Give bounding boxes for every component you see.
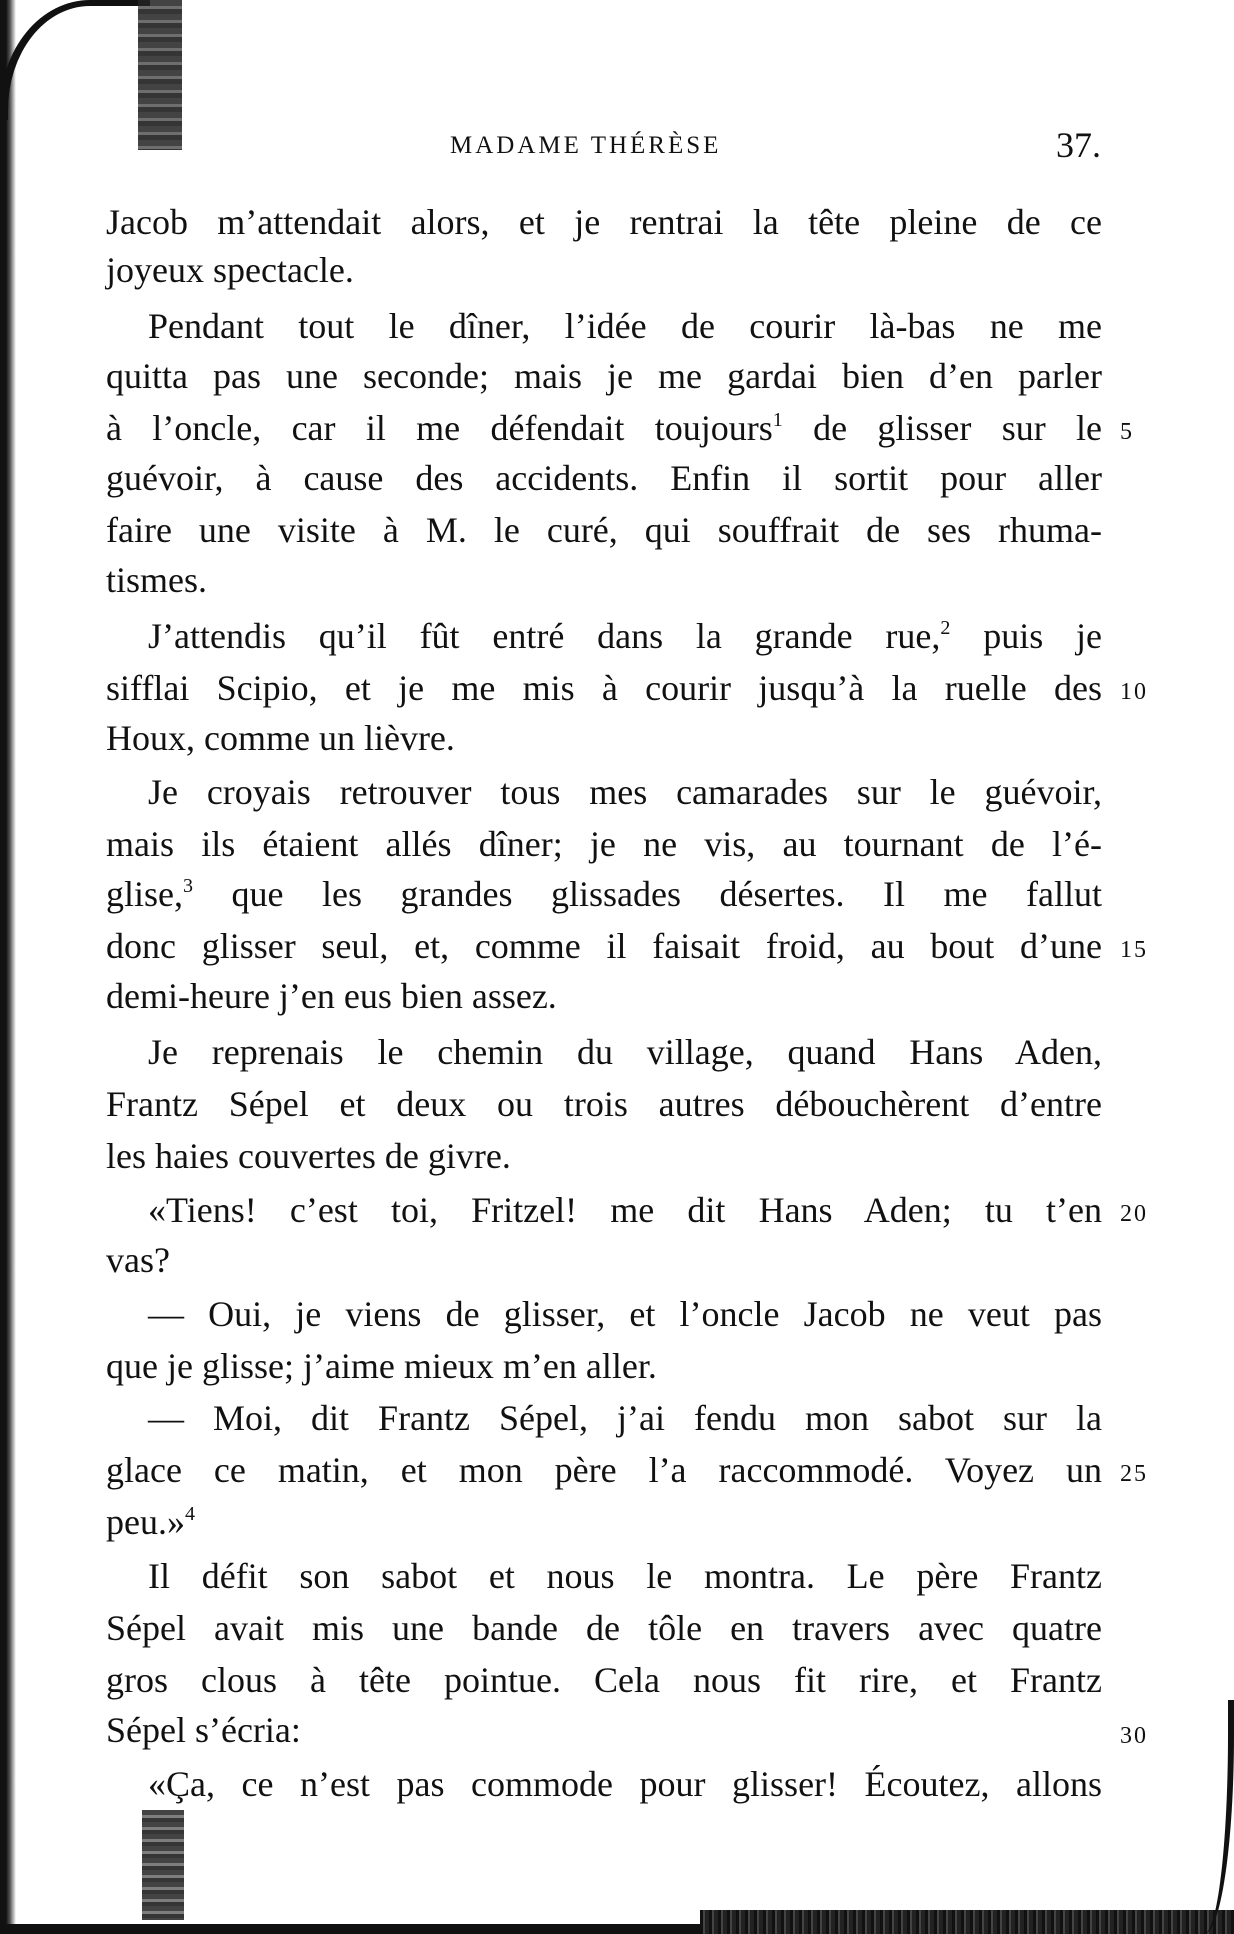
line-number: 20 <box>1120 1201 1148 1227</box>
page-number: 37. <box>1056 125 1101 165</box>
text-line: sifflai Scipio, et je me mis à courir jusqu’à la ruelle des <box>106 668 1102 708</box>
scan-bottom-shadow <box>700 1910 1234 1934</box>
text-line: guévoir, à cause des accidents. Enfin il sortit pour aller <box>106 458 1102 498</box>
text-line: «Ça, ce n’est pas commode pour glisser! Écoutez, allons <box>148 1764 1102 1804</box>
footnote-ref: 3 <box>183 875 193 897</box>
scan-left-edge <box>0 0 16 1934</box>
text-line: demi-heure j’en eus bien assez. <box>106 976 557 1016</box>
text-line: peu.»$^4$ <box>106 1502 195 1542</box>
footnote-ref: 1 <box>772 409 783 431</box>
text-line: les haies couvertes de givre. <box>106 1136 511 1176</box>
text-line: Houx, comme un lièvre. <box>106 718 455 758</box>
text-line: mais ils étaient allés dîner; je ne vis, au tournant de l’é- <box>106 824 1102 864</box>
footnote-ref: 2 <box>940 617 951 639</box>
text-line: glace ce matin, et mon père l’a raccommodé. Voyez un <box>106 1450 1102 1490</box>
text-line: — Moi, dit Frantz Sépel, j’ai fendu mon sabot sur la <box>148 1398 1102 1438</box>
line-number: 5 <box>1120 419 1134 445</box>
line-number: 10 <box>1120 679 1148 705</box>
text-line: gros clous à tête pointue. Cela nous fit rire, et Frantz <box>106 1660 1102 1700</box>
text-line: — Oui, je viens de glisser, et l’oncle Jacob ne veut pas <box>148 1294 1102 1334</box>
scan-binding-mark-top <box>138 0 182 150</box>
footnote-ref: 4 <box>184 1503 195 1525</box>
text-line: Sépel avait mis une bande de tôle en travers avec quatre <box>106 1608 1102 1648</box>
text-line: Il défit son sabot et nous le montra. Le père Frantz <box>148 1556 1102 1596</box>
scan-right-curl <box>1194 1700 1234 1934</box>
line-number: 25 <box>1120 1461 1148 1487</box>
text-line: donc glisser seul, et, comme il faisait froid, au bout d’une <box>106 926 1102 966</box>
scan-page-curl <box>0 0 150 120</box>
line-number: 30 <box>1120 1723 1148 1749</box>
text-line: tismes. <box>106 560 208 600</box>
text-line: à l’oncle, car il me défendait toujours$^1$ de glisser sur le <box>106 408 1102 448</box>
running-head: MADAME THÉRÈSE <box>450 132 722 159</box>
text-line: vas? <box>106 1240 170 1280</box>
text-line: que je glisse; j’aime mieux m’en aller. <box>106 1346 657 1386</box>
text-line: joyeux spectacle. <box>106 250 354 290</box>
text-line: «Tiens! c’est toi, Fritzel! me dit Hans Aden; tu t’en <box>148 1190 1102 1230</box>
text-line: Jacob m’attendait alors, et je rentrai la tête pleine de ce <box>106 202 1102 242</box>
text-line: Frantz Sépel et deux ou trois autres débouchèrent d’entre <box>106 1084 1102 1124</box>
text-line: glise,$^3$ que les grandes glissades désertes. Il me fallut <box>106 874 1102 914</box>
scan-binding-mark-bottom <box>142 1810 184 1920</box>
text-line: Je croyais retrouver tous mes camarades sur le guévoir, <box>148 772 1102 812</box>
text-line: Pendant tout le dîner, l’idée de courir là-bas ne me <box>148 306 1102 346</box>
text-line: faire une visite à M. le curé, qui souffrait de ses rhuma- <box>106 510 1102 550</box>
line-number: 15 <box>1120 937 1148 963</box>
text-line: Je reprenais le chemin du village, quand Hans Aden, <box>148 1032 1102 1072</box>
text-line: quitta pas une seconde; mais je me gardai bien d’en parler <box>106 356 1102 396</box>
text-line: Sépel s’écria: <box>106 1710 301 1750</box>
text-line: J’attendis qu’il fût entré dans la grande rue,$^2$ puis je <box>148 616 1103 656</box>
